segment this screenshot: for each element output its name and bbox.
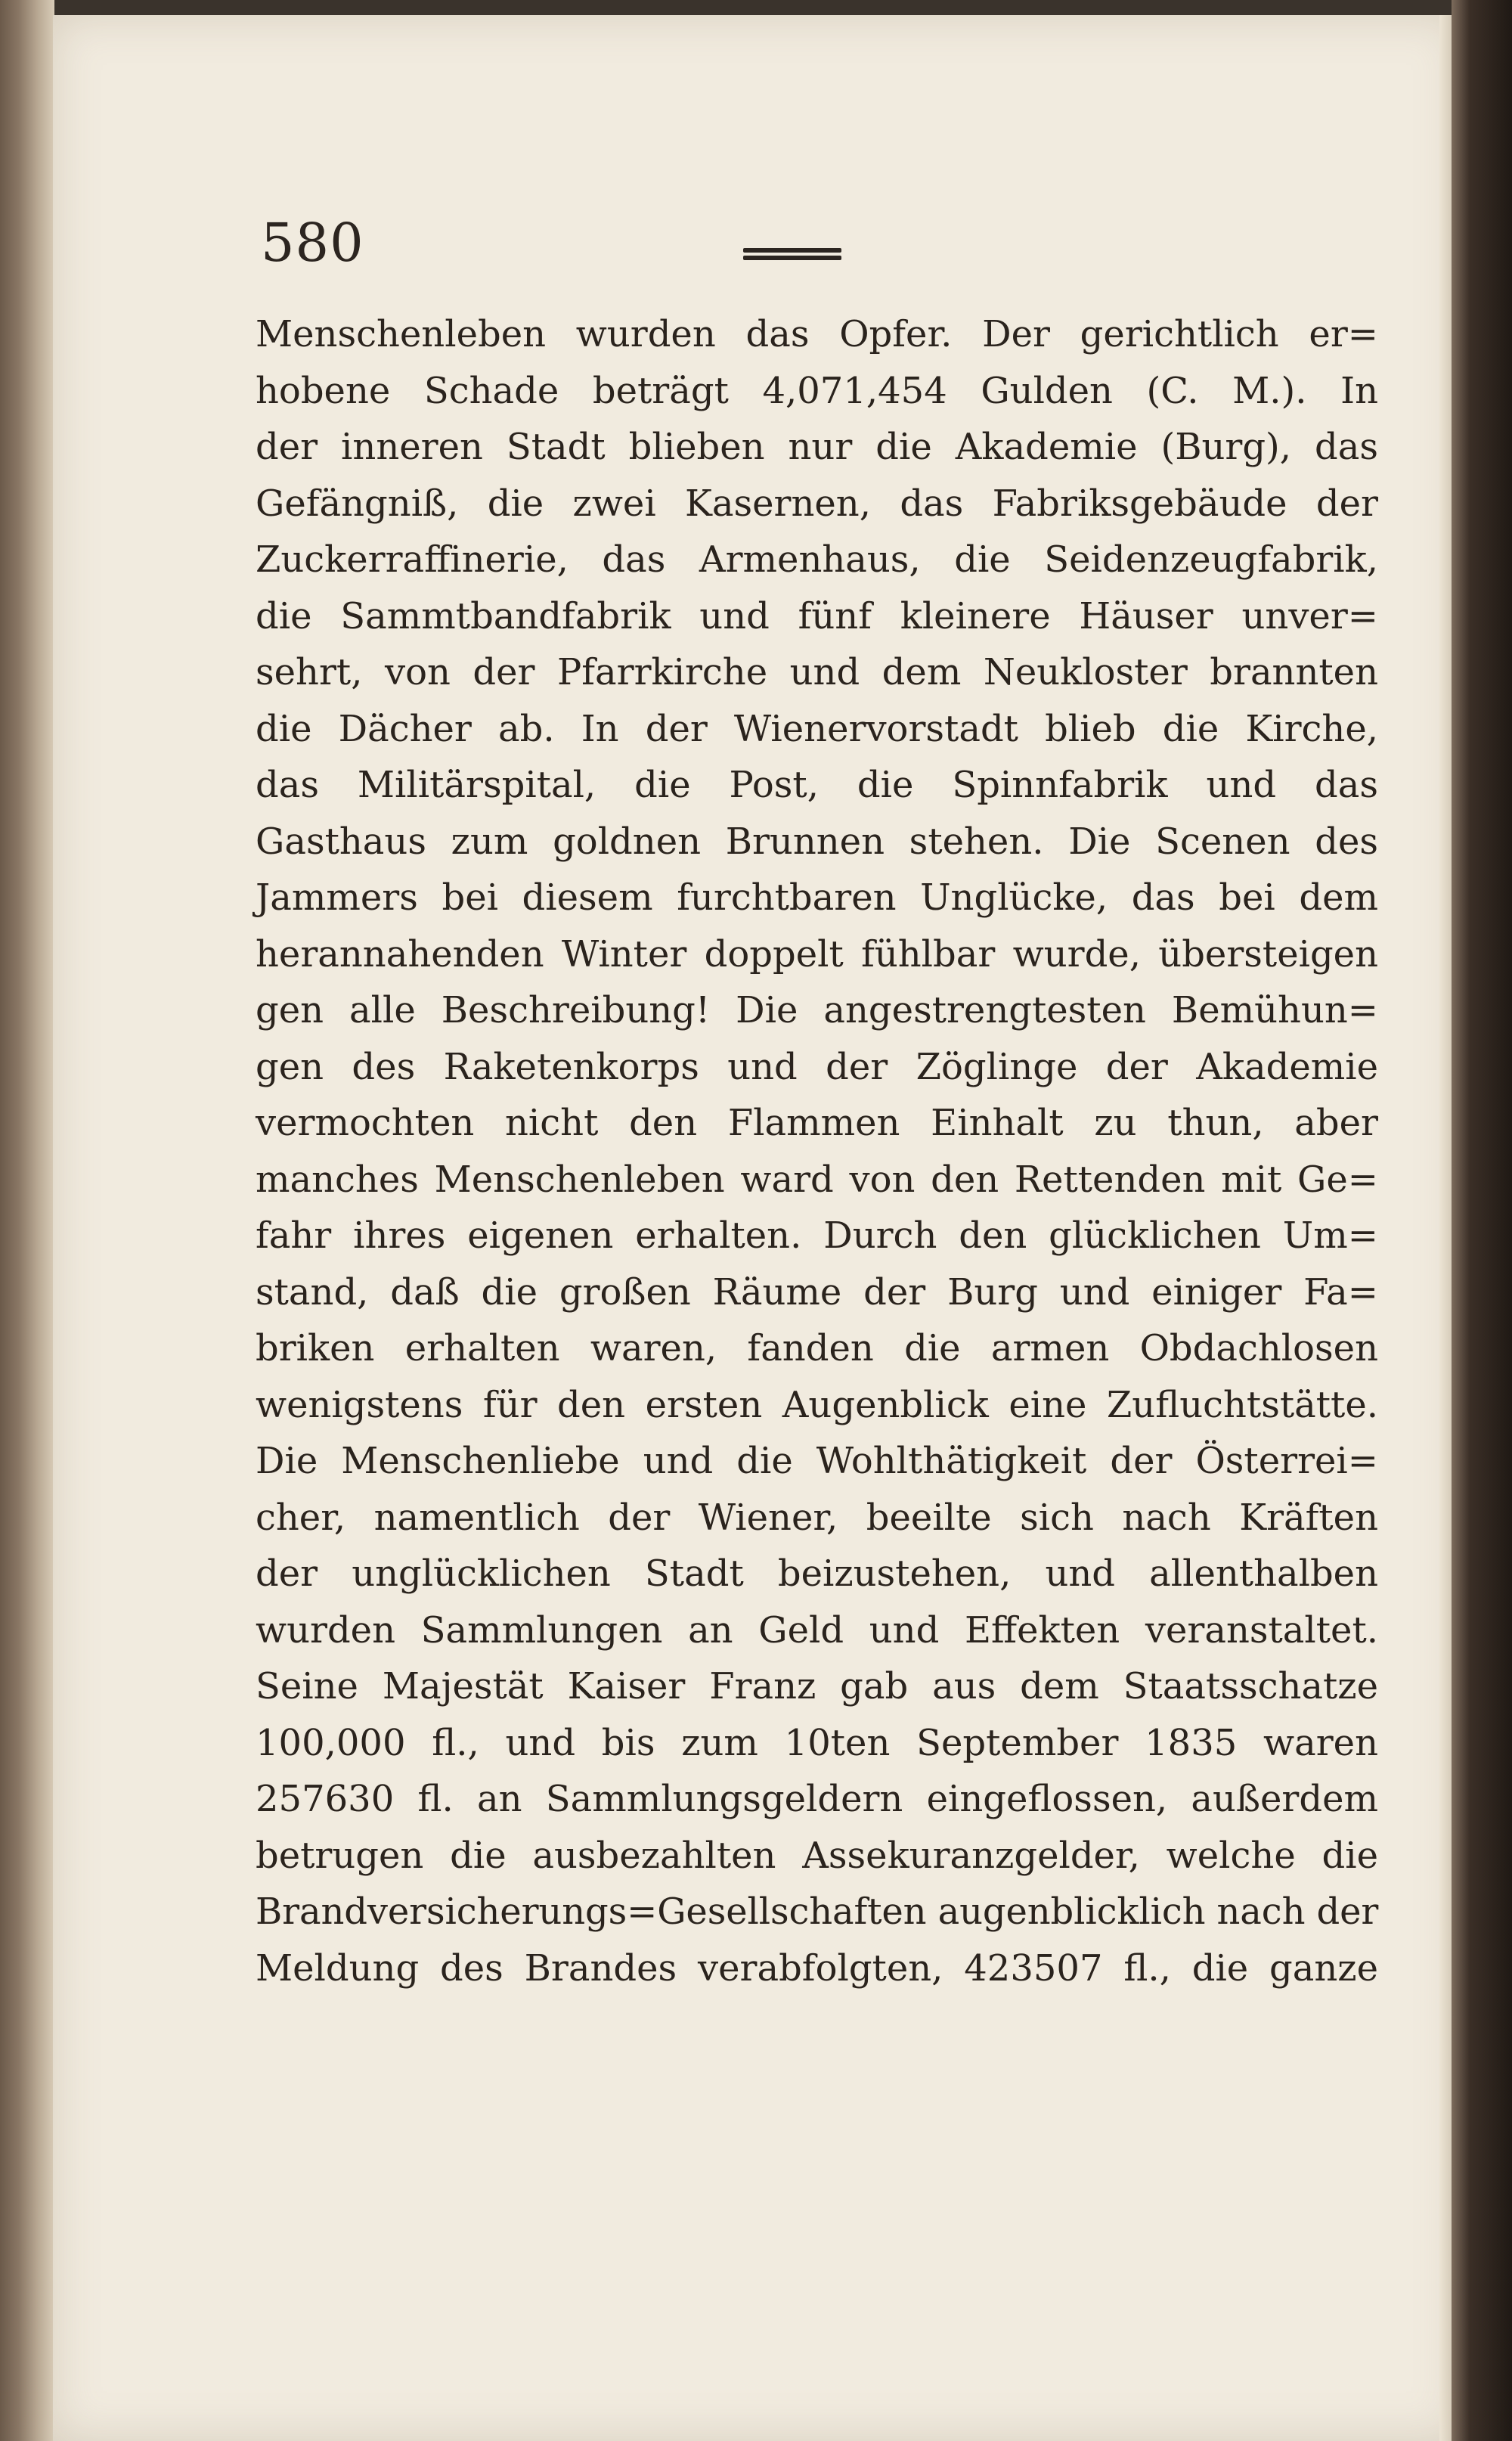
- header-rule: [743, 248, 841, 262]
- text-line: sehrt, von der Pfarrkirche und dem Neukloster brannten: [256, 651, 1378, 693]
- page-number: 580: [261, 212, 364, 274]
- text-line: die Sammtbandfabrik und fünf kleinere Häuser unver=: [256, 594, 1378, 637]
- text-line: Gasthaus zum goldnen Brunnen stehen. Die Scenen des: [256, 820, 1378, 863]
- text-line: Zuckerraffinerie, das Armenhaus, die Seidenzeugfabrik,: [256, 538, 1378, 581]
- body-text: [256, 306, 1378, 1996]
- text-line: manches Menschenleben ward von den Rettenden mit Ge=: [256, 1158, 1378, 1201]
- text-line: 100,000 fl., und bis zum 10ten September 1835 waren: [256, 1721, 1378, 1764]
- text-line: hobene Schade beträgt 4,071,454 Gulden (C. M.). In: [256, 369, 1378, 412]
- text-line: herannahenden Winter doppelt fühlbar wurde, übersteigen: [256, 932, 1378, 975]
- text-line: Meldung des Brandes verabfolgten, 423507 fl., die ganze: [256, 1946, 1378, 1990]
- text-line: Brandversicherungs=Gesellschaften augenblicklich nach der: [256, 1890, 1379, 1933]
- book-gutter: [0, 0, 54, 2441]
- text-line: vermochten nicht den Flammen Einhalt zu thun, aber: [256, 1102, 1378, 1144]
- text-line: stand, daß die großen Räume der Burg und einiger Fa=: [256, 1270, 1378, 1314]
- text-line: Jammers bei diesem furchtbaren Unglücke, das bei dem: [256, 876, 1378, 919]
- text-line: der inneren Stadt blieben nur die Akademie (Burg), das: [256, 426, 1378, 468]
- text-line: Die Menschenliebe und die Wohlthätigkeit der Österrei=: [256, 1440, 1378, 1482]
- text-line: die Dächer ab. In der Wienervorstadt blieb die Kirche,: [256, 707, 1378, 750]
- text-line: Gefängniß, die zwei Kasernen, das Fabriksgebäude der: [256, 482, 1378, 525]
- book-cover-edge: [1452, 0, 1512, 2441]
- text-line: Menschenleben wurden das Opfer. Der gerichtlich er=: [256, 313, 1378, 355]
- text-line: Seine Majestät Kaiser Franz gab aus dem Staatsschatze: [256, 1665, 1378, 1707]
- text-line: 257630 fl. an Sammlungsgeldern eingeflossen, außerdem: [256, 1778, 1378, 1820]
- text-line: cher, namentlich der Wiener, beeilte sich nach Kräften: [256, 1496, 1378, 1539]
- text-line: betrugen die ausbezahlten Assekuranzgelder, welche die: [256, 1834, 1378, 1877]
- text-line: der unglücklichen Stadt beizustehen, und allenthalben: [256, 1552, 1378, 1595]
- text-line: briken erhalten waren, fanden die armen Obdachlosen: [256, 1327, 1378, 1369]
- text-line: gen des Raketenkorps und der Zöglinge der Akademie: [256, 1045, 1378, 1088]
- text-line: wurden Sammlungen an Geld und Effekten veranstaltet.: [256, 1608, 1378, 1652]
- text-line: fahr ihres eigenen erhalten. Durch den glücklichen Um=: [256, 1214, 1378, 1257]
- text-line: gen alle Beschreibung! Die angestrengtesten Bemühun=: [256, 989, 1378, 1031]
- text-line: das Militärspital, die Post, die Spinnfabrik und das: [256, 764, 1378, 806]
- text-line: wenigstens für den ersten Augenblick eine Zufluchtstätte.: [256, 1383, 1378, 1426]
